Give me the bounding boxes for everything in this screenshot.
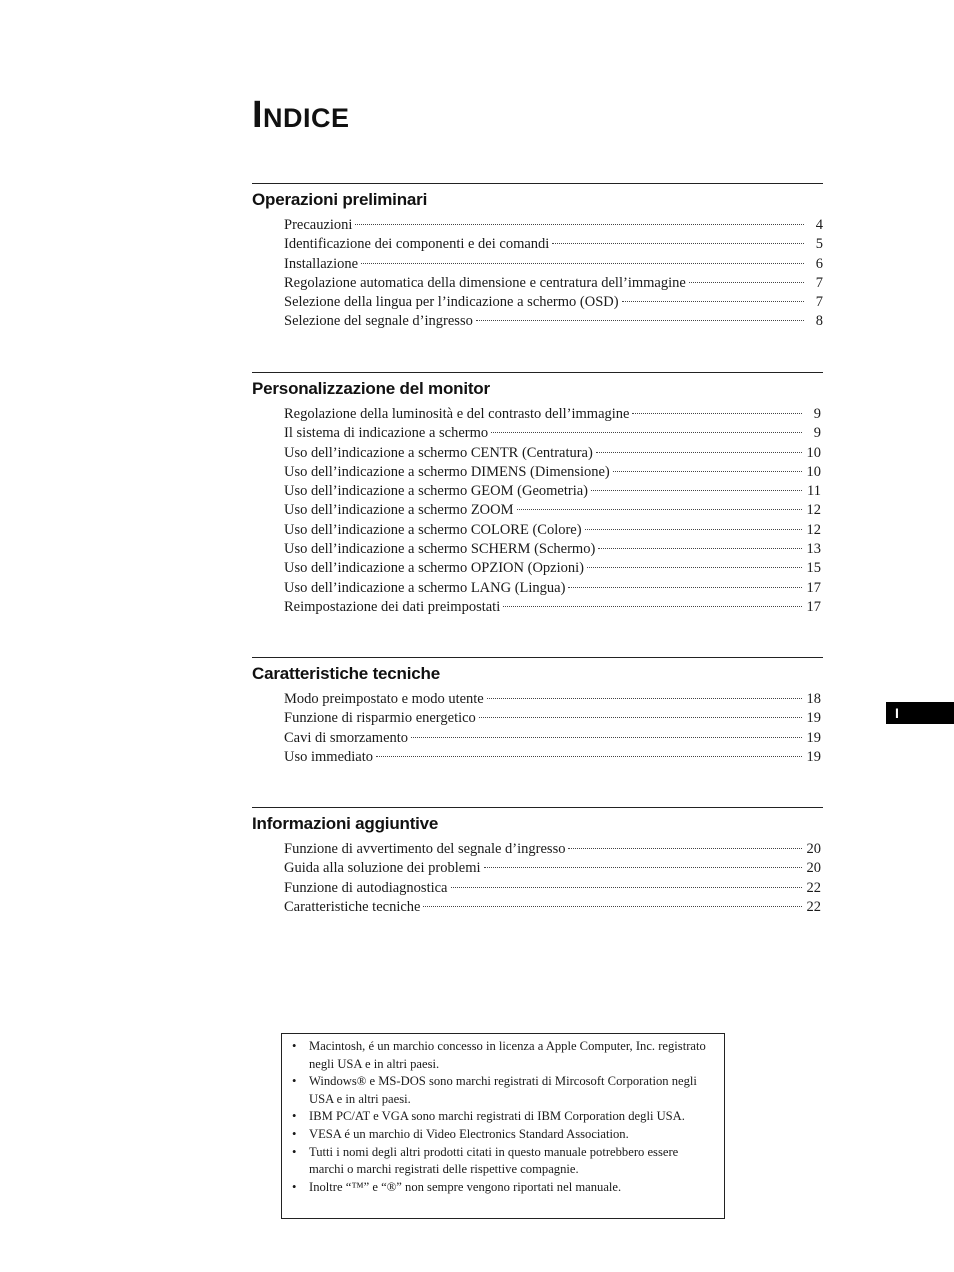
toc-entry-title: Uso dell’indicazione a schermo LANG (Lingua) bbox=[284, 579, 566, 596]
toc-entry-page: 7 bbox=[815, 294, 823, 311]
language-tab-marker: I bbox=[886, 702, 954, 724]
toc-entry[interactable] bbox=[284, 748, 821, 767]
toc-entry-page: 20 bbox=[806, 841, 821, 857]
toc-entry-title: Selezione della lingua per l’indicazione a schermo (OSD) bbox=[284, 294, 619, 311]
toc-entry[interactable] bbox=[284, 312, 823, 331]
toc-entry-page: 9 bbox=[813, 406, 821, 422]
toc-entry-title: Regolazione automatica della dimensione e centratura dell’immagine bbox=[284, 274, 686, 291]
trademark-note: • Windows® e MS-DOS sono marchi registrati di Mircosoft Corporation negli USA e in altri paesi. bbox=[290, 1073, 710, 1108]
toc-entry-page: 22 bbox=[806, 879, 821, 896]
toc-entry-page: 11 bbox=[807, 483, 821, 500]
dot-leader bbox=[491, 432, 802, 433]
toc-entry-page: 8 bbox=[815, 313, 823, 330]
toc-entry-page: 19 bbox=[806, 748, 821, 765]
section-heading: Operazioni preliminari bbox=[252, 190, 428, 209]
section-heading: Caratteristiche tecniche bbox=[252, 664, 440, 683]
dot-leader bbox=[517, 509, 802, 510]
toc-entry-page: 15 bbox=[806, 560, 821, 577]
trademark-note: • Tutti i nomi degli altri prodotti citati in questo manuale potrebbero essere marchi o marchi registrati delle rispettive compagnie. bbox=[290, 1144, 710, 1179]
toc-entry-title: Modo preimpostato e modo utente bbox=[284, 691, 484, 707]
dot-leader bbox=[503, 606, 802, 607]
toc-entry-page: 12 bbox=[806, 521, 821, 538]
toc-entry-page: 12 bbox=[806, 502, 821, 519]
dot-leader bbox=[632, 413, 802, 414]
toc-entry-title: Funzione di avvertimento del segnale d’ingresso bbox=[284, 841, 566, 857]
toc-entry[interactable] bbox=[284, 274, 823, 293]
toc-entry-page: 5 bbox=[815, 236, 823, 253]
dot-leader bbox=[598, 548, 802, 549]
toc-entry-title: Uso dell’indicazione a schermo CENTR (Centratura) bbox=[284, 444, 593, 461]
toc-entry-title: Guida alla soluzione dei problemi bbox=[284, 860, 481, 877]
toc-entry-title: Uso dell’indicazione a schermo COLORE (Colore) bbox=[284, 521, 582, 538]
dot-leader bbox=[613, 471, 802, 472]
toc-entry[interactable] bbox=[284, 690, 821, 709]
toc-section-personalizzazione-del-monitor bbox=[252, 372, 823, 617]
dot-leader bbox=[568, 587, 802, 588]
toc-entry-title: Funzione di autodiagnostica bbox=[284, 879, 448, 896]
dot-leader bbox=[622, 301, 804, 302]
toc-entry[interactable] bbox=[284, 216, 823, 235]
toc-entry-title: Uso dell’indicazione a schermo DIMENS (Dimensione) bbox=[284, 463, 610, 480]
toc-entry-page: 7 bbox=[815, 274, 823, 291]
trademark-notes-list bbox=[290, 1038, 710, 1196]
toc-entry-page: 10 bbox=[806, 444, 821, 461]
toc-entry[interactable] bbox=[284, 859, 821, 878]
toc-entry-title: Uso dell’indicazione a schermo SCHERM (Schermo) bbox=[284, 541, 596, 558]
toc-section-operazioni-preliminari bbox=[252, 183, 823, 332]
section-heading: Informazioni aggiuntive bbox=[252, 814, 439, 833]
toc-entry-title: Installazione bbox=[284, 255, 359, 272]
toc-entry-title: Identificazione dei componenti e dei comandi bbox=[284, 236, 550, 253]
dot-leader bbox=[591, 490, 802, 491]
toc-list bbox=[252, 690, 823, 767]
toc-entry-title: Uso dell’indicazione a schermo OPZION (Opzioni) bbox=[284, 560, 584, 577]
toc-entry[interactable] bbox=[284, 840, 821, 859]
toc-entry-page: 19 bbox=[806, 710, 821, 727]
page-title: Indice bbox=[252, 94, 350, 136]
toc-entry[interactable] bbox=[284, 235, 823, 254]
dot-leader bbox=[585, 529, 802, 530]
toc-section-caratteristiche-tecniche bbox=[252, 657, 823, 767]
toc-entry-title: Uso dell’indicazione a schermo ZOOM bbox=[284, 502, 514, 519]
toc-entry[interactable] bbox=[284, 598, 821, 617]
toc-entry[interactable] bbox=[284, 482, 821, 501]
toc-entry[interactable] bbox=[284, 463, 821, 482]
dot-leader bbox=[476, 320, 804, 321]
trademark-note: • VESA é un marchio di Video Electronics Standard Association. bbox=[290, 1126, 710, 1144]
trademark-note: • Inoltre “™” e “®” non sempre vengono riportati nel manuale. bbox=[290, 1179, 710, 1197]
toc-entry-page: 9 bbox=[813, 425, 821, 442]
toc-entry-title: Regolazione della luminosità e del contrasto dell’immagine bbox=[284, 406, 630, 422]
toc-entry-page: 17 bbox=[806, 598, 821, 615]
toc-entry-title: Reimpostazione dei dati preimpostati bbox=[284, 598, 501, 615]
toc-section-informazioni-aggiuntive bbox=[252, 807, 823, 917]
toc-entry-page: 4 bbox=[815, 217, 823, 233]
toc-entry[interactable] bbox=[284, 559, 821, 578]
toc-entry[interactable] bbox=[284, 424, 821, 443]
dot-leader bbox=[587, 567, 802, 568]
trademark-notes-box bbox=[281, 1033, 725, 1219]
dot-leader bbox=[479, 717, 802, 718]
toc-entry-title: Uso immediato bbox=[284, 748, 374, 765]
toc-entry-title: Uso dell’indicazione a schermo GEOM (Geometria) bbox=[284, 483, 588, 500]
toc-entry-page: 13 bbox=[806, 541, 821, 558]
toc-entry-title: Selezione del segnale d’ingresso bbox=[284, 313, 473, 330]
toc-entry-title: Funzione di risparmio energetico bbox=[284, 710, 476, 727]
dot-leader bbox=[451, 887, 803, 888]
toc-entry[interactable] bbox=[284, 255, 823, 274]
dot-leader bbox=[568, 848, 802, 849]
toc-entry-title: Precauzioni bbox=[284, 217, 353, 233]
toc-list bbox=[252, 840, 823, 917]
toc-entry[interactable] bbox=[284, 540, 821, 559]
toc-entry[interactable] bbox=[284, 709, 821, 728]
toc-entry[interactable] bbox=[284, 405, 821, 424]
toc-entry-page: 22 bbox=[806, 898, 821, 915]
toc-entry[interactable] bbox=[284, 444, 821, 463]
toc-entry[interactable] bbox=[284, 579, 821, 598]
toc-entry-page: 19 bbox=[806, 729, 821, 746]
trademark-note: • Macintosh, é un marchio concesso in licenza a Apple Computer, Inc. registrato negli USA e in altri paesi. bbox=[290, 1038, 710, 1073]
dot-leader bbox=[484, 867, 802, 868]
dot-leader bbox=[552, 243, 804, 244]
dot-leader bbox=[423, 906, 802, 907]
toc-entry[interactable] bbox=[284, 521, 821, 540]
dot-leader bbox=[376, 756, 802, 757]
toc-entry[interactable] bbox=[284, 879, 821, 898]
toc-entry-page: 10 bbox=[806, 463, 821, 480]
toc-entry-page: 18 bbox=[806, 691, 821, 707]
section-heading: Personalizzazione del monitor bbox=[252, 379, 490, 398]
dot-leader bbox=[355, 224, 804, 225]
dot-leader bbox=[361, 263, 804, 264]
dot-leader bbox=[487, 698, 802, 699]
toc-entry[interactable] bbox=[284, 501, 821, 520]
trademark-note: • IBM PC/AT e VGA sono marchi registrati di IBM Corporation degli USA. bbox=[290, 1108, 710, 1126]
toc-list bbox=[252, 405, 823, 617]
toc-entry[interactable] bbox=[284, 898, 821, 917]
toc-list bbox=[252, 216, 823, 332]
toc-entry[interactable] bbox=[284, 293, 823, 312]
dot-leader bbox=[411, 737, 802, 738]
dot-leader bbox=[689, 282, 804, 283]
dot-leader bbox=[596, 452, 802, 453]
toc-entry-title: Caratteristiche tecniche bbox=[284, 898, 421, 915]
toc-entry-title: Il sistema di indicazione a schermo bbox=[284, 425, 489, 442]
toc-entry-page: 20 bbox=[806, 860, 821, 877]
toc-entry-page: 17 bbox=[806, 579, 821, 596]
toc-entry[interactable] bbox=[284, 729, 821, 748]
toc-entry-page: 6 bbox=[815, 255, 823, 272]
toc-entry-title: Cavi di smorzamento bbox=[284, 729, 409, 746]
